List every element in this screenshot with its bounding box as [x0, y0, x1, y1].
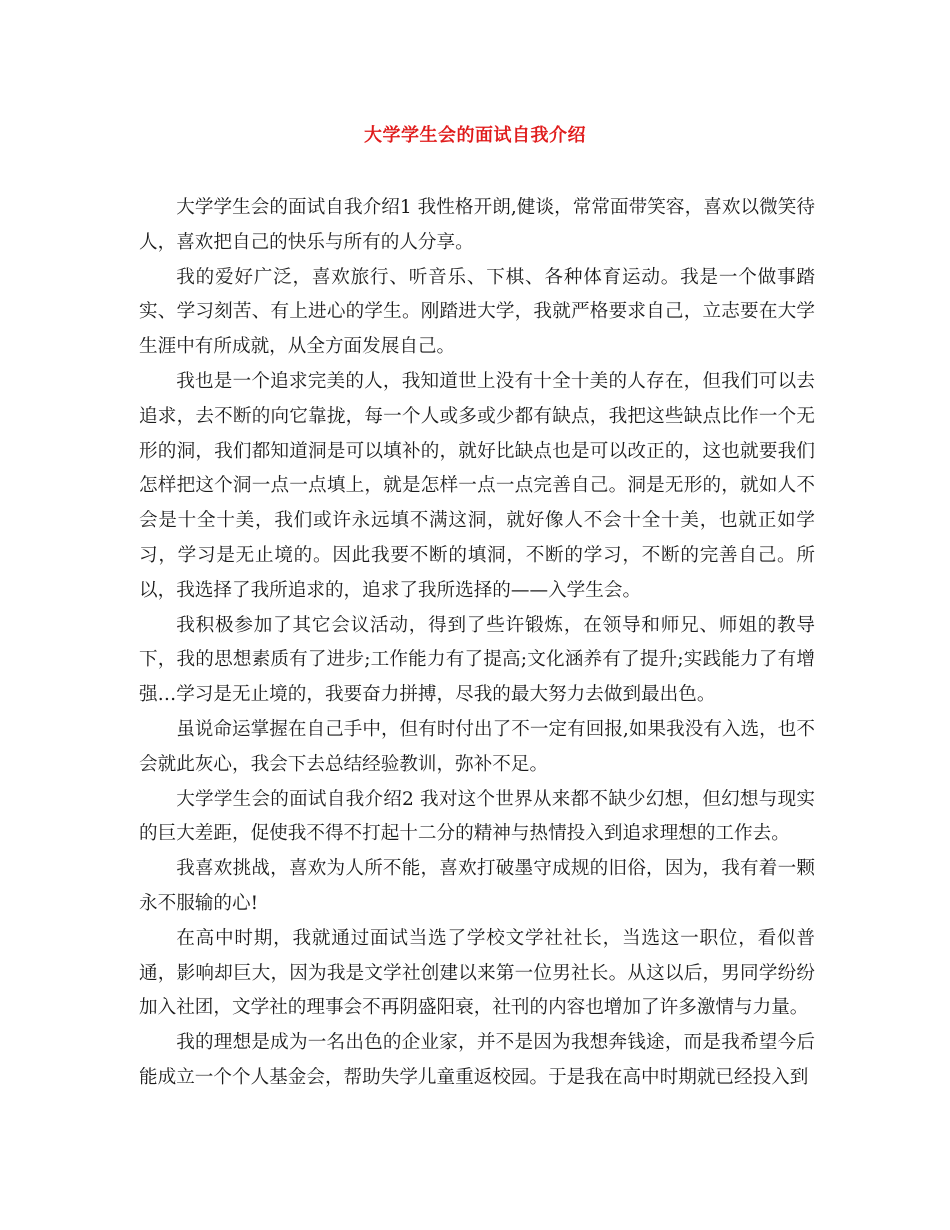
paragraph: 我的理想是成为一名出色的企业家，并不是因为我想奔钱途，而是我希望今后能成立一个个人基金会，帮助失学儿童重返校园。于是我在高中时期就已经投入到: [139, 1032, 815, 1088]
paragraph: 我积极参加了其它会议活动，得到了些许锻炼，在领导和师兄、师姐的教导下，我的思想素质有了进步;工作能力有了提高;文化涵养有了提升;实践能力了有增强…学习是无止境的，我要奋力拼搏，尽我的最大努力去做到最出色。: [139, 614, 815, 706]
paragraph: 大学学生会的面试自我介绍1 我性格开朗,健谈，常常面带笑容，喜欢以微笑待人，喜欢把自己的快乐与所有的人分享。: [139, 197, 815, 253]
paragraph: 我也是一个追求完美的人，我知道世上没有十全十美的人存在，但我们可以去追求，去不断的向它靠拢，每一个人或多或少都有缺点，我把这些缺点比作一个无形的洞，我们都知道洞是可以填补的，就好比缺点也是可以改正的，这也就要我们怎样把这个洞一点一点填上，就是怎样一点一点完善自己。洞是无形的，就如人不会是十全十美，我们或许永远填不满这洞，就好像人不会十全十美，也就正如学习，学习是无止境的。因此我要不断的填洞，不断的学习，不断的完善自己。所以，我选择了我所追求的，追求了我所选择的——入学生会。: [139, 370, 815, 601]
paragraph: 我喜欢挑战，喜欢为人所不能，喜欢打破墨守成规的旧俗，因为，我有着一颗永不服输的心!: [139, 858, 815, 914]
document-title: 大学学生会的面试自我介绍: [364, 125, 586, 146]
paragraph: 我的爱好广泛，喜欢旅行、听音乐、下棋、各种体育运动。我是一个做事踏实、学习刻苦、有上进心的学生。刚踏进大学，我就严格要求自己，立志要在大学生涯中有所成就，从全方面发展自己。: [139, 266, 815, 358]
paragraph: 虽说命运掌握在自己手中，但有时付出了不一定有回报,如果我没有入选，也不会就此灰心，我会下去总结经验教训，弥补不足。: [139, 718, 815, 775]
paragraph: 在高中时期，我就通过面试当选了学校文学社社长，当选这一职位，看似普通，影响却巨大，因为我是文学社创建以来第一位男社长。从这以后，男同学纷纷加入社团，文学社的理事会不再阴盛阳衰，社刊的内容也增加了许多激情与力量。: [139, 927, 815, 1019]
paragraph: 大学学生会的面试自我介绍2 我对这个世界从来都不缺少幻想，但幻想与现实的巨大差距，促使我不得不打起十二分的精神与热情投入到追求理想的工作去。: [139, 788, 815, 845]
document-body: [139, 191, 815, 1096]
